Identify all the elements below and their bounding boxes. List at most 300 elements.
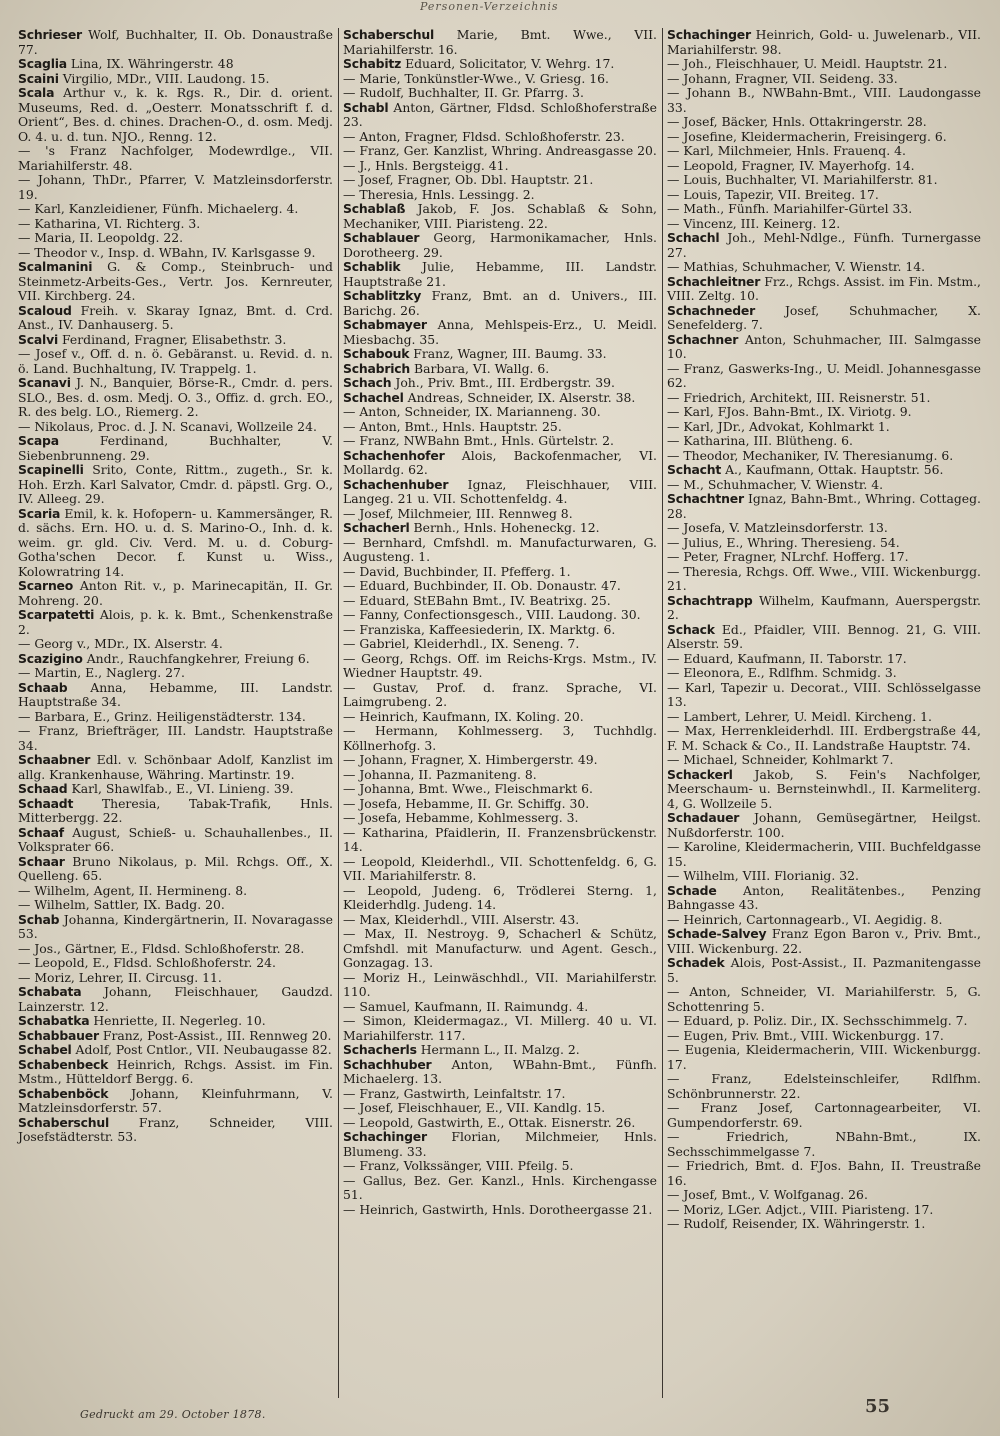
directory-entry: [667, 985, 981, 1014]
entry-details: — Franz, Edelsteinschleifer, Rdlfhm. Schönbrunnerstr. 22.: [667, 1071, 981, 1101]
entry-details: — Josefa, Hebamme, II. Gr. Schiffg. 30.: [343, 795, 590, 811]
entry-surname: Schablitzky: [343, 288, 422, 303]
entry-details: Florian, Milchmeier, Hnls. Blumeng. 33.: [343, 1129, 657, 1159]
entry-details: Ferdinand, Fragner, Elisabethstr. 3.: [61, 331, 287, 347]
entry-surname: Schabouk: [343, 346, 410, 361]
entry-details: — Eugenia, Kleidermacherin, VIII. Wickenburgg. 17.: [667, 1042, 981, 1072]
entry-details: — J., Hnls. Bergsteigg. 41.: [343, 157, 509, 173]
directory-entry: [343, 188, 657, 203]
entry-details: — Karl, FJos. Bahn-Bmt., IX. Viriotg. 9.: [667, 404, 912, 419]
entry-surname: Schachenhofer: [343, 447, 445, 463]
directory-entry: [343, 1014, 657, 1043]
directory-entry: [343, 420, 657, 435]
entry-details: Franz, Schneider, VIII. Josefstädterstr. 53.: [18, 1114, 333, 1144]
directory-entry: [18, 434, 333, 463]
entry-details: — Karl, JDr., Advokat, Kohlmarkt 1.: [667, 418, 890, 434]
directory-entry: [667, 913, 981, 928]
entry-details: — Leopold, E., Fldsd. Schloßhoferstr. 24.: [18, 955, 276, 970]
entry-details: — Wilhelm, VIII. Florianig. 32.: [667, 868, 859, 883]
entry-details: — Johanna, Bmt. Wwe., Fleischmarkt 6.: [343, 781, 593, 796]
entry-details: — Katharina, Pfaidlerin, II. Franzensbrückenstr. 14.: [343, 824, 657, 854]
directory-entry: [343, 826, 657, 855]
entry-details: — Friedrich, Bmt. d. FJos. Bahn, II. Treustraße 16.: [667, 1158, 981, 1188]
directory-entry: [343, 1116, 657, 1131]
entry-details: Freih. v. Skaray Ignaz, Bmt. d. Crd. Anst., IV. Danhauserg. 5.: [18, 302, 333, 332]
directory-entry: [667, 884, 981, 913]
entry-surname: Schachl: [667, 230, 720, 245]
directory-entry: [18, 217, 333, 232]
directory-entry: [18, 884, 333, 899]
directory-entry: [343, 884, 657, 913]
directory-entry: [343, 231, 657, 260]
directory-entry: [667, 86, 981, 115]
directory-entry: [18, 652, 333, 667]
directory-entry: [18, 985, 333, 1014]
directory-entry: [18, 202, 333, 217]
directory-entry: [18, 246, 333, 261]
entry-details: — Gabriel, Kleiderhdl., IX. Seneng. 7.: [343, 636, 580, 651]
directory-entry: [667, 260, 981, 275]
directory-entry: [343, 681, 657, 710]
entry-details: Josef, Schuhmacher, X. Senefelderg. 7.: [667, 302, 981, 332]
directory-entry: [667, 275, 981, 304]
directory-entry: [667, 811, 981, 840]
entry-details: — Moriz, Lehrer, II. Circusg. 11.: [18, 969, 222, 985]
entry-details: — Franziska, Kaffeesiederin, IX. Marktg. 6.: [343, 621, 616, 637]
directory-entry: [18, 710, 333, 725]
entry-details: — Simon, Kleidermagaz., VI. Millerg. 40 u. VI. Mariahilferstr. 117.: [343, 1013, 657, 1043]
directory-entry: [343, 507, 657, 522]
entry-details: — Moriz H., Leinwäschhdl., VII. Mariahilferstr. 110.: [343, 969, 657, 999]
entry-surname: Scaloud: [18, 302, 72, 318]
directory-entry: [343, 594, 657, 609]
directory-entry: [667, 768, 981, 812]
directory-entry: [18, 420, 333, 435]
entry-surname: Schaab: [18, 679, 68, 695]
entry-surname: Schaaf: [18, 824, 65, 840]
directory-entry: [343, 1043, 657, 1058]
entry-details: Jakob, F. Jos. Schablaß & Sohn, Mechaniker, VIII. Piaristeng. 22.: [343, 201, 657, 231]
entry-details: Georg, Harmonikamacher, Hnls. Dorotheerg. 29.: [343, 230, 657, 260]
entry-surname: Schachinger: [667, 28, 751, 42]
entry-details: — Josef, Fragner, Ob. Dbl. Hauptstr. 21.: [343, 172, 594, 187]
entry-details: Theresia, Tabak-Trafik, Hnls. Mitterbergg. 22.: [18, 795, 333, 825]
entry-details: — Josef, Milchmeier, III. Rennweg 8.: [343, 505, 573, 521]
directory-entry: [667, 1217, 981, 1232]
entry-details: Andreas, Schneider, IX. Alserstr. 38.: [407, 389, 636, 405]
entry-details: — Georg, Rchgs. Off. im Reichs-Krgs. Mstm., IV. Wiedner Hauptstr. 49.: [343, 650, 657, 680]
entry-details: — Katharina, VI. Richterg. 3.: [18, 215, 201, 231]
directory-entry: [667, 1203, 981, 1218]
entry-details: Bernh., Hnls. Hoheneckg. 12.: [413, 520, 600, 535]
directory-entry: [18, 913, 333, 942]
directory-entry: [667, 492, 981, 521]
entry-details: — Franz, Ger. Kanzlist, Whring. Andreasgasse 20.: [343, 143, 657, 158]
entry-details: — Marie, Tonkünstler-Wwe., V. Griesg. 16.: [343, 70, 609, 86]
directory-entry: [667, 565, 981, 594]
entry-details: Bruno Nikolaus, p. Mil. Rchgs. Off., X. Quelleng. 65.: [18, 853, 333, 883]
entry-details: — Rudolf, Buchhalter, II. Gr. Pfarrg. 3.: [343, 85, 584, 100]
entry-surname: Schaad: [18, 781, 68, 796]
entry-details: Frz., Rchgs. Assist. im Fin. Mstm., VIII. Zeltg. 10.: [667, 273, 981, 303]
entry-details: Joh., Priv. Bmt., III. Erdbergstr. 39.: [395, 375, 615, 390]
directory-entry: [667, 594, 981, 623]
directory-entry: [18, 1087, 333, 1116]
entry-details: — Joh., Fleischhauer, U. Meidl. Hauptstr. 21.: [667, 56, 948, 71]
entry-details: Wolf, Buchhalter, II. Ob. Donaustraße 77.: [18, 28, 333, 57]
directory-entry: [667, 188, 981, 203]
directory-entry: [343, 913, 657, 928]
directory-entry: [343, 434, 657, 449]
directory-entry: [343, 1174, 657, 1203]
directory-entry: [18, 507, 333, 580]
entry-details: — Wilhelm, Sattler, IX. Badg. 20.: [18, 897, 225, 912]
page-number: 55: [864, 1396, 890, 1417]
directory-entry: [343, 57, 657, 72]
directory-entry: [667, 202, 981, 217]
directory-entry: [667, 956, 981, 985]
directory-entry: [18, 231, 333, 246]
directory-entry: [343, 101, 657, 130]
running-title: Personen-Verzeichnis: [420, 0, 559, 13]
entry-surname: Schacht: [667, 462, 722, 477]
directory-entry: [18, 608, 333, 637]
entry-surname: Schabenbeck: [18, 1056, 109, 1072]
entry-details: Alois, Post-Assist., II. Pazmanitengasse 5.: [667, 955, 981, 985]
entry-details: August, Schieß- u. Schauhallenbes., II. Volksprater 66.: [18, 824, 333, 854]
entry-surname: Schachinger: [343, 1129, 427, 1144]
entry-surname: Schaar: [18, 853, 65, 869]
directory-entry: [667, 536, 981, 551]
directory-entry: [667, 521, 981, 536]
directory-entry: [18, 1058, 333, 1087]
directory-entry: [667, 840, 981, 869]
entry-details: — Franz, Gastwirth, Leinfaltstr. 17.: [343, 1085, 566, 1101]
directory-entry: [18, 724, 333, 753]
directory-entry: [667, 130, 981, 145]
entry-surname: Schachel: [343, 389, 404, 405]
directory-column-3: [662, 28, 986, 1398]
directory-entry: [343, 536, 657, 565]
entry-details: Virgilio, MDr., VIII. Laudong. 15.: [62, 70, 270, 86]
directory-entry: [343, 347, 657, 362]
entry-details: Johann, Kleinfuhrmann, V. Matzleinsdorferstr. 57.: [18, 1085, 333, 1115]
entry-details: Eduard, Solicitator, V. Wehrg. 17.: [405, 56, 615, 71]
directory-entry: [667, 405, 981, 420]
directory-entry: [343, 1058, 657, 1087]
entry-details: Joh., Mehl-Ndlge., Fünfh. Turnergasse 27.: [667, 230, 981, 260]
entry-surname: Schabbauer: [18, 1027, 99, 1043]
entry-details: Emil, k. k. Hofopern- u. Kammersänger, R. d. sächs. Ern. HO. u. d. S. Marino-O., Inh. d. k. weim. gr. gld. Civ. Verd. M. u. d. Coburg-Gotha'schen Decor. f. Kunst u. Wiss., Kolowratring 14.: [18, 505, 333, 579]
entry-details: Franz Egon Baron v., Priv. Bmt., VIII. Wickenburg. 22.: [667, 926, 981, 956]
directory-entry: [343, 724, 657, 753]
directory-entry: [343, 478, 657, 507]
directory-entry: [343, 405, 657, 420]
entry-details: Johann, Fleischhauer, Gaudzd. Lainzerstr. 12.: [18, 984, 333, 1014]
entry-details: — Josef, Fleischhauer, E., VII. Kandlg. 15.: [343, 1100, 606, 1115]
directory-entry: [18, 1029, 333, 1044]
directory-entry: [667, 1101, 981, 1130]
entry-surname: Schackerl: [667, 766, 733, 782]
entry-surname: Schabenböck: [18, 1085, 109, 1101]
directory-entry: [18, 637, 333, 652]
entry-details: — Friedrich, NBahn-Bmt., IX. Sechsschimmelgasse 7.: [667, 1129, 981, 1159]
page-footer: [0, 1396, 1000, 1426]
directory-entry: [343, 652, 657, 681]
directory-entry: [18, 1116, 333, 1145]
entry-details: — Anton, Schneider, IX. Marianneng. 30.: [343, 404, 601, 419]
entry-details: Johann, Gemüsegärtner, Heilgst. Nußdorferstr. 100.: [667, 810, 981, 840]
entry-details: Lina, IX. Währingerstr. 48: [70, 56, 234, 71]
entry-surname: Scalmanini: [18, 259, 93, 274]
directory-entry: [18, 57, 333, 72]
entry-details: — Franz Josef, Cartonnagearbeiter, VI. Gumpendorferstr. 69.: [667, 1100, 981, 1130]
entry-details: Julie, Hebamme, III. Landstr. Hauptstraße 21.: [343, 259, 657, 289]
entry-surname: Scaglia: [18, 56, 67, 71]
entry-surname: Schachleitner: [667, 273, 761, 289]
entry-details: — Maria, II. Leopoldg. 22.: [18, 230, 184, 245]
directory-entry: [18, 333, 333, 348]
directory-entry: [343, 710, 657, 725]
directory-entry: [343, 811, 657, 826]
entry-details: — Max, II. Nestroyg. 9, Schacherl & Schütz, Cmfshdl. mit Manufacturw. und Agent. Gesch., Gonzagag. 13.: [343, 926, 657, 970]
entry-details: — Theodor v., Insp. d. WBahn, IV. Karlsgasse 9.: [18, 244, 316, 260]
entry-details: — Fanny, Confectionsgesch., VIII. Laudong. 30.: [343, 607, 641, 622]
directory-entry: [343, 376, 657, 391]
entry-details: — Louis, Tapezir, VII. Breiteg. 17.: [667, 186, 879, 202]
entry-details: — Mathias, Schuhmacher, V. Wienstr. 14.: [667, 259, 926, 274]
entry-details: — Eugen, Priv. Bmt., VIII. Wickenburgg. 17.: [667, 1027, 944, 1043]
entry-details: Ignaz, Fleischhauer, VIII. Langeg. 21 u. VII. Schottenfeldg. 4.: [343, 476, 657, 506]
directory-entry: [343, 1101, 657, 1116]
directory-entry: [343, 1087, 657, 1102]
entry-details: Jakob, S. Fein's Nachfolger, Meerschaum- u. Bernsteinwhdl., II. Karmeliterg. 4, G. Wollzeile 5.: [667, 766, 981, 811]
entry-details: — Eduard, Buchbinder, II. Ob. Donaustr. 47.: [343, 578, 621, 593]
entry-details: — Theodor, Mechaniker, IV. Theresianumg. 6.: [667, 447, 954, 463]
directory-entry: [667, 1159, 981, 1188]
directory-entry: [343, 608, 657, 623]
directory-entry: [343, 971, 657, 1000]
entry-surname: Schrieser: [18, 28, 82, 42]
directory-entry: [667, 144, 981, 159]
entry-surname: Scarneo: [18, 578, 74, 593]
entry-details: Heinrich, Rchgs. Assist. im Fin. Mstm., Hütteldorf Bergg. 6.: [18, 1056, 333, 1086]
entry-details: — Martin, E., Naglerg. 27.: [18, 665, 185, 680]
entry-details: — Michael, Schneider, Kohlmarkt 7.: [667, 752, 894, 767]
directory-entry: [343, 782, 657, 797]
entry-surname: Schabel: [18, 1042, 72, 1057]
entry-details: — Heinrich, Cartonnagearb., VI. Aegidig. 8.: [667, 911, 943, 927]
directory-entry: [667, 1029, 981, 1044]
entry-surname: Scaini: [18, 70, 59, 86]
directory-entry: [667, 1188, 981, 1203]
directory-entry: [18, 956, 333, 971]
entry-details: — Josef v., Off. d. n. ö. Gebäranst. u. Revid. d. n. ö. Land. Buchhaltung, IV. Trappelg. 1.: [18, 346, 333, 376]
directory-entry: [667, 362, 981, 391]
directory-entry: [343, 449, 657, 478]
directory-entry: [343, 1159, 657, 1174]
directory-entry: [18, 28, 333, 57]
entry-details: Anton, Gärtner, Fldsd. Schloßhoferstraße 23.: [343, 99, 657, 129]
entry-details: — Leopold, Gastwirth, E., Ottak. Eisnerstr. 26.: [343, 1114, 636, 1130]
entry-details: Alois, p. k. k. Bmt., Schenkenstraße 2.: [18, 607, 333, 637]
directory-entry: [343, 927, 657, 971]
directory-entry: [18, 463, 333, 507]
entry-details: — Heinrich, Gastwirth, Hnls. Dorotheergasse 21.: [343, 1201, 653, 1217]
directory-entry: [667, 550, 981, 565]
directory-entry: [667, 478, 981, 493]
entry-surname: Schabata: [18, 984, 82, 999]
directory-entry: [667, 333, 981, 362]
entry-details: — Samuel, Kaufmann, II. Raimundg. 4.: [343, 998, 589, 1014]
entry-surname: Scanavi: [18, 375, 71, 390]
entry-details: Anton, WBahn-Bmt., Fünfh. Michaelerg. 13.: [343, 1056, 657, 1086]
directory-entry: [18, 304, 333, 333]
entry-details: — Josefine, Kleidermacherin, Freisingerg. 6.: [667, 128, 947, 144]
directory-entry: [343, 768, 657, 783]
directory-entry: [667, 753, 981, 768]
directory-entry: [667, 681, 981, 710]
directory-entry: [18, 666, 333, 681]
entry-details: — Karoline, Kleidermacherin, VIII. Buchfeldgasse 15.: [667, 839, 981, 869]
directory-entry: [667, 652, 981, 667]
entry-details: Franz, Post-Assist., III. Rennweg 20.: [102, 1027, 332, 1043]
entry-details: — Josef, Bäcker, Hnls. Ottakringerstr. 28.: [667, 114, 927, 129]
entry-details: — Franz, NWBahn Bmt., Hnls. Gürtelstr. 2.: [343, 433, 614, 448]
directory-entry: [667, 710, 981, 725]
entry-details: Alois, Backofenmacher, VI. Mollardg. 62.: [343, 447, 657, 477]
entry-surname: Schabl: [343, 99, 389, 115]
directory-entry: [667, 391, 981, 406]
directory-entry: [18, 260, 333, 304]
directory-entry: [18, 753, 333, 782]
entry-surname: Schaberschul: [18, 1114, 110, 1130]
entry-details: Karl, Shawlfab., E., VI. Linieng. 39.: [71, 781, 294, 796]
entry-details: — Josefa, Hebamme, Kohlmesserg. 3.: [343, 810, 579, 825]
directory-entry: [343, 72, 657, 87]
entry-details: — 's Franz Nachfolger, Modewrdlge., VII. Mariahilferstr. 48.: [18, 143, 333, 173]
entry-details: — Math., Fünfh. Mariahilfer-Gürtel 33.: [667, 201, 913, 216]
entry-details: Hermann L., II. Malzg. 2.: [420, 1042, 580, 1057]
entry-details: — Josefa, V. Matzleinsdorferstr. 13.: [667, 520, 888, 535]
entry-details: Franz, Bmt. an d. Univers., III. Barichg. 26.: [343, 288, 657, 318]
entry-details: — Johanna, II. Pazmaniteng. 8.: [343, 766, 537, 782]
entry-details: — Johann, ThDr., Pfarrer, V. Matzleinsdorferstr. 19.: [18, 172, 333, 202]
entry-details: Johanna, Kindergärtnerin, II. Novaragasse 53.: [18, 911, 333, 941]
directory-entry: [667, 28, 981, 57]
directory-entry: [343, 159, 657, 174]
directory-entry: [18, 347, 333, 376]
entry-surname: Schab: [18, 911, 60, 927]
entry-details: — Eduard, Kaufmann, II. Taborstr. 17.: [667, 650, 907, 666]
entry-details: — Vincenz, III. Keinerg. 12.: [667, 215, 841, 231]
entry-details: — Anton, Schneider, VI. Mariahilferstr. 5, G. Schottenring 5.: [667, 984, 981, 1014]
directory-entry: [667, 623, 981, 652]
directory-entry: [667, 1043, 981, 1072]
entry-details: — Johann, Fragner, X. Himbergerstr. 49.: [343, 752, 598, 767]
directory-entry: [343, 289, 657, 318]
directory-entry: [18, 855, 333, 884]
entry-surname: Schachner: [667, 331, 739, 347]
entry-surname: Schabrich: [343, 360, 411, 376]
entry-details: Ed., Pfaidler, VIII. Bennog. 21, G. VIII. Alserstr. 59.: [667, 621, 981, 651]
entry-surname: Scalvi: [18, 331, 59, 347]
entry-surname: Schadauer: [667, 810, 740, 825]
entry-details: Adolf, Post Cntlor., VII. Neubaugasse 82.: [75, 1042, 332, 1057]
entry-surname: Schaabner: [18, 752, 91, 767]
entry-surname: Schachhuber: [343, 1056, 432, 1072]
directory-entry: [667, 217, 981, 232]
entry-surname: Schaadt: [18, 795, 74, 811]
entry-surname: Schabatka: [18, 1013, 90, 1028]
entry-details: — Nikolaus, Proc. d. J. N. Scanavi, Wollzeile 24.: [18, 418, 317, 434]
directory-entry: [343, 1000, 657, 1015]
directory-entry: [343, 579, 657, 594]
print-date: Gedruckt am 29. October 1878.: [80, 1408, 266, 1421]
entry-details: — Eduard, StEBahn Bmt., IV. Beatrixg. 25.: [343, 592, 611, 608]
entry-surname: Schack: [667, 621, 715, 637]
entry-details: — Julius, E., Whring. Theresieng. 54.: [667, 534, 900, 550]
entry-surname: Schablaß: [343, 201, 406, 216]
entry-surname: Schaberschul: [343, 28, 435, 42]
directory-entry: [343, 86, 657, 101]
directory-column-2: [338, 28, 662, 1398]
entry-details: — Josef, Bmt., V. Wolfganag. 26.: [667, 1187, 868, 1202]
entry-details: — Franz, Briefträger, III. Landstr. Hauptstraße 34.: [18, 723, 333, 753]
directory-entry: [667, 420, 981, 435]
directory-entry: [18, 681, 333, 710]
directory-entry: [343, 391, 657, 406]
entry-details: Henriette, II. Negerleg. 10.: [93, 1013, 266, 1028]
entry-details: — Rudolf, Reisender, IX. Währingerstr. 1.: [667, 1216, 926, 1231]
entry-details: — Anton, Bmt., Hnls. Hauptstr. 25.: [343, 418, 562, 434]
entry-details: — Moriz, LGer. Adjct., VIII. Piaristeng. 17.: [667, 1201, 934, 1217]
directory-entry: [18, 144, 333, 173]
directory-entry: [343, 637, 657, 652]
entry-surname: Schacherls: [343, 1042, 417, 1057]
directory-entry: [667, 173, 981, 188]
entry-surname: Schade-Salvey: [667, 926, 767, 941]
directory-entry: [343, 623, 657, 638]
entry-details: — Leopold, Fragner, IV. Mayerhofg. 14.: [667, 157, 915, 173]
entry-details: G. & Comp., Steinbruch- und Steinmetz-Arbeits-Ges., Vertr. Jos. Kernreuter, VII. Kirchberg. 24.: [18, 259, 333, 303]
directory-entry: [667, 1072, 981, 1101]
entry-details: — Johann B., NWBahn-Bmt., VIII. Laudongasse 33.: [667, 85, 981, 115]
directory-entry: [667, 115, 981, 130]
entry-details: Anton, Realitätenbes., Penzing Bahngasse 43.: [667, 882, 981, 912]
entry-surname: Schachenhuber: [343, 476, 449, 492]
directory-entry: [667, 666, 981, 681]
entry-details: — Leopold, Kleiderhdl., VII. Schottenfeldg. 6, G. VII. Mariahilferstr. 8.: [343, 853, 657, 883]
entry-details: A., Kaufmann, Ottak. Hauptstr. 56.: [725, 462, 944, 477]
entry-surname: Schacherl: [343, 520, 410, 535]
entry-details: — Karl, Kanzleidiener, Fünfh. Michaelerg. 4.: [18, 201, 299, 216]
entry-surname: Schablauer: [343, 230, 420, 245]
entry-details: J. N., Banquier, Börse-R., Cmdr. d. pers. SLO., Bes. d. osm. Medj. O. 3., Offiz. d. grch. EO., R. des belg. LO., Riemerg. 2.: [18, 375, 333, 419]
directory-entry: [18, 942, 333, 957]
entry-details: Marie, Bmt. Wwe., VII. Mariahilferstr. 16.: [343, 28, 657, 57]
entry-details: — Bernhard, Cmfshdl. m. Manufacturwaren, G. Augusteng. 1.: [343, 534, 657, 564]
directory-entry: [18, 971, 333, 986]
entry-details: — Lambert, Lehrer, U. Meidl. Kircheng. 1.: [667, 708, 932, 724]
entry-details: Anna, Mehlspeis-Erz., U. Meidl. Miesbachg. 35.: [343, 317, 657, 347]
directory-entry: [667, 724, 981, 753]
directory-entry: [18, 1014, 333, 1029]
entry-surname: Scapinelli: [18, 462, 84, 477]
entry-surname: Schade: [667, 882, 717, 898]
directory-entry: [667, 869, 981, 884]
directory-entry: [343, 202, 657, 231]
